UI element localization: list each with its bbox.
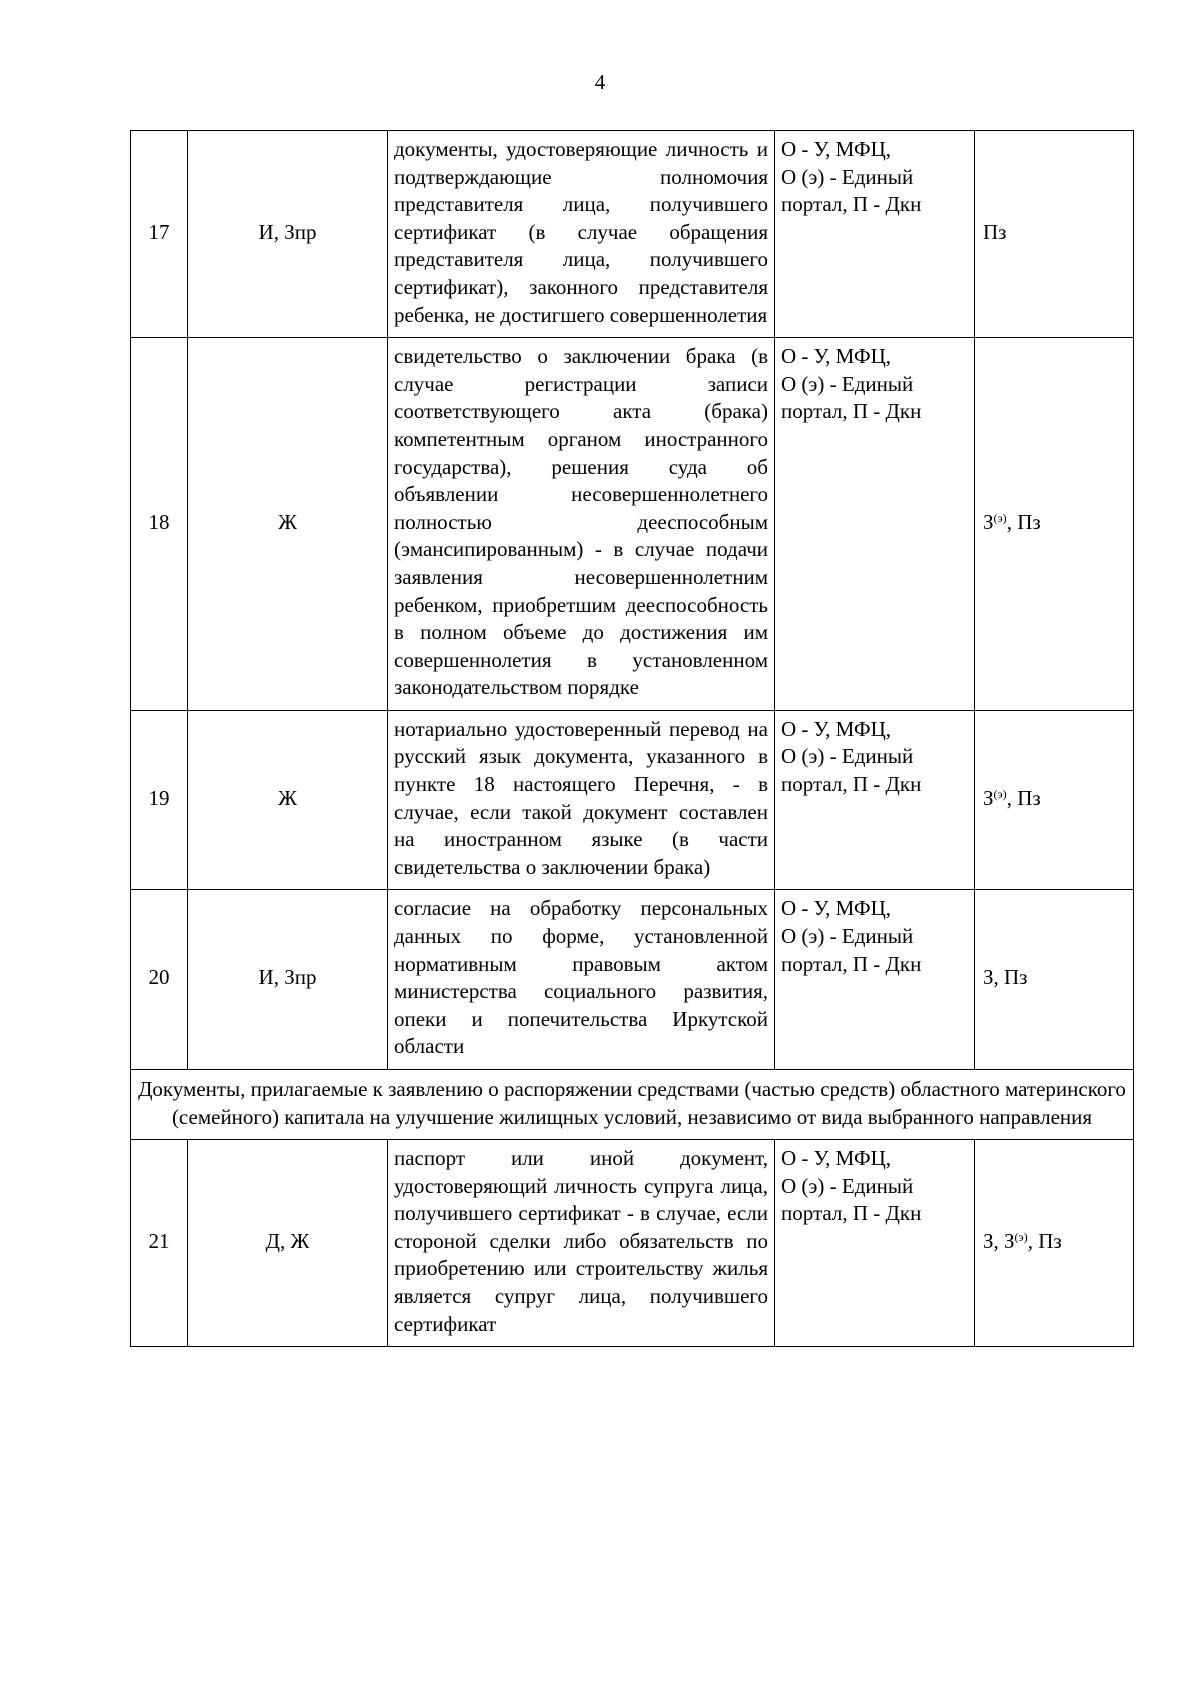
- document-description: паспорт или иной документ, удостоверяющий личность супруга лица, получившего сертификат - в случае, если стороной сделки либо обязательств по приобретению или строительству жилья является супруг лица, получившего сертификат: [388, 1140, 775, 1347]
- documents-table: [130, 130, 1134, 1347]
- table-row-17: [131, 131, 1134, 338]
- table-row-19: [131, 710, 1134, 890]
- table-row-21: [131, 1140, 1134, 1347]
- applicant-code: И, Зпр: [188, 131, 388, 338]
- submission-form: $З^{(э)}$, Пз: [975, 338, 1134, 711]
- submission-channels: О - У, МФЦ, О (э) - Единый портал, П - Дкн: [775, 710, 975, 890]
- page-number: 4: [594, 70, 606, 94]
- applicant-code: Д, Ж: [188, 1140, 388, 1347]
- row-number: 19: [131, 710, 188, 890]
- submission-form: Пз: [975, 131, 1134, 338]
- row-number: 17: [131, 131, 188, 338]
- row-number: 20: [131, 890, 188, 1070]
- document-description: нотариально удостоверенный перевод на русский язык документа, указанного в пункте 18 настоящего Перечня, - в случае, если такой документ составлен на иностранном языке (в части свидетельства о заключении брака): [388, 710, 775, 890]
- submission-channels: О - У, МФЦ, О (э) - Единый портал, П - Дкн: [775, 131, 975, 338]
- submission-form: З, $З^{(э)}$, Пз: [975, 1140, 1134, 1347]
- applicant-code: Ж: [188, 710, 388, 890]
- section-header: Документы, прилагаемые к заявлению о распоряжении средствами (частью средств) областного материнского (семейного) капитала на улучшение жилищных условий, независимо от вида выбранного направления: [131, 1070, 1134, 1140]
- applicant-code: Ж: [188, 338, 388, 711]
- document-description: свидетельство о заключении брака (в случае регистрации записи соответствующего акта (брака) компетентным органом иностранного государства), решения суда об объявлении несовершеннолетнего полностью дееспособным (эмансипированным) - в случае подачи заявления несовершеннолетним ребенком, приобретшим дееспособность в полном объеме до достижения им совершеннолетия в установленном законодательством порядке: [388, 338, 775, 711]
- table-row-20: [131, 890, 1134, 1070]
- submission-form: $З^{(э)}$, Пз: [975, 710, 1134, 890]
- submission-channels: О - У, МФЦ, О (э) - Единый портал, П - Дкн: [775, 338, 975, 711]
- submission-channels: О - У, МФЦ, О (э) - Единый портал, П - Дкн: [775, 1140, 975, 1347]
- row-number: 18: [131, 338, 188, 711]
- section-header-row: [131, 1070, 1134, 1140]
- applicant-code: И, Зпр: [188, 890, 388, 1070]
- document-description: согласие на обработку персональных данных по форме, установленной нормативным правовым актом министерства социального развития, опеки и попечительства Иркутской области: [388, 890, 775, 1070]
- submission-channels: О - У, МФЦ, О (э) - Единый портал, П - Дкн: [775, 890, 975, 1070]
- document-description: документы, удостоверяющие личность и подтверждающие полномочия представителя лица, получившего сертификат (в случае обращения представителя лица, получившего сертификат), законного представителя ребенка, не достигшего совершеннолетия: [388, 131, 775, 338]
- row-number: 21: [131, 1140, 188, 1347]
- submission-form: З, Пз: [975, 890, 1134, 1070]
- table-row-18: [131, 338, 1134, 711]
